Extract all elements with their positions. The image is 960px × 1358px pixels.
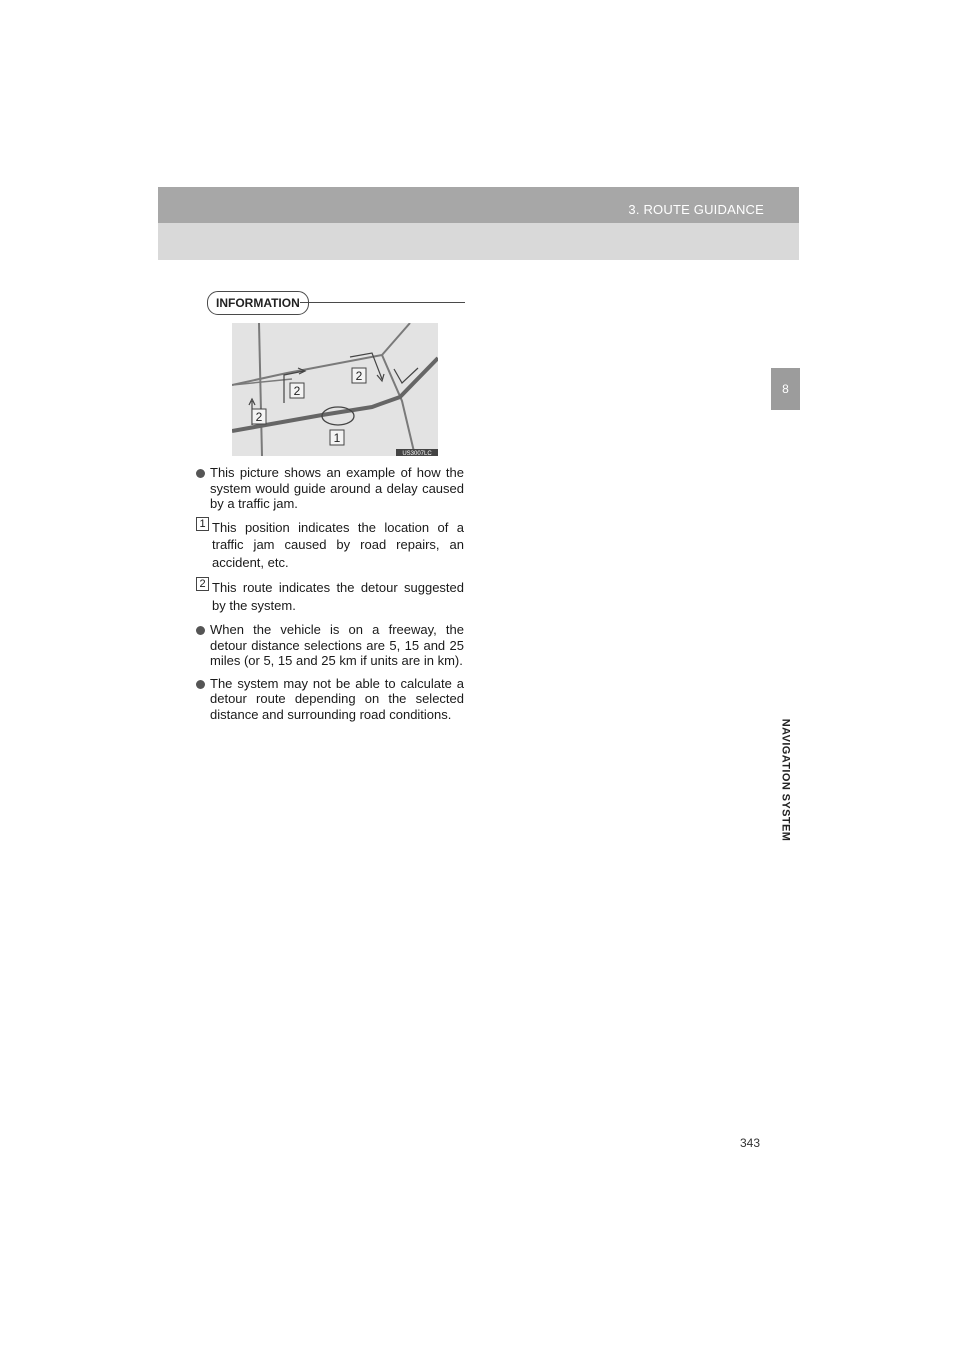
bullet-icon <box>196 469 205 478</box>
information-rule <box>300 302 465 303</box>
chapter-tab <box>771 368 800 410</box>
bullet-icon <box>196 680 205 689</box>
callout-2-top <box>352 368 366 383</box>
bullet-paragraph-3: The system may not be able to calculate a detour route depending on the selected distance and surrounding road conditions. <box>196 676 464 723</box>
section-title: 3. ROUTE GUIDANCE <box>628 202 764 217</box>
chapter-label-text: NAVIGATION SYSTEM <box>779 718 792 842</box>
svg-text:2: 2 <box>255 410 263 424</box>
number-box: 1 <box>196 517 209 531</box>
bullet-paragraph-1: This picture shows an example of how the system would guide around a delay caused by a traffic jam. <box>196 465 464 512</box>
svg-text:1: 1 <box>333 431 341 445</box>
header-subbar <box>158 223 799 260</box>
svg-text:2: 2 <box>355 369 363 383</box>
information-body <box>196 465 464 729</box>
bullet-paragraph-2: When the vehicle is on a freeway, the detour distance selections are 5, 15 and 25 miles (or 5, 15 and 25 km if units are in km). <box>196 622 464 669</box>
numbered-item-2: 2 This route indicates the detour suggested by the system. <box>196 579 464 614</box>
chapter-number: 8 <box>782 382 789 396</box>
figure-code: US3007LC <box>402 451 432 456</box>
callout-2-mid <box>290 383 304 398</box>
numbered-item-1: 1 This position indicates the location of a traffic jam caused by road repairs, an accident, etc. <box>196 519 464 572</box>
chapter-label <box>771 700 800 860</box>
callout-2-left <box>252 409 266 424</box>
information-badge: INFORMATION <box>207 291 309 315</box>
svg-text:2: 2 <box>293 384 301 398</box>
number-box: 2 <box>196 577 209 591</box>
callout-1 <box>330 430 344 445</box>
bullet-icon <box>196 626 205 635</box>
detour-map-figure <box>232 323 438 456</box>
page-number: 343 <box>740 1136 761 1150</box>
